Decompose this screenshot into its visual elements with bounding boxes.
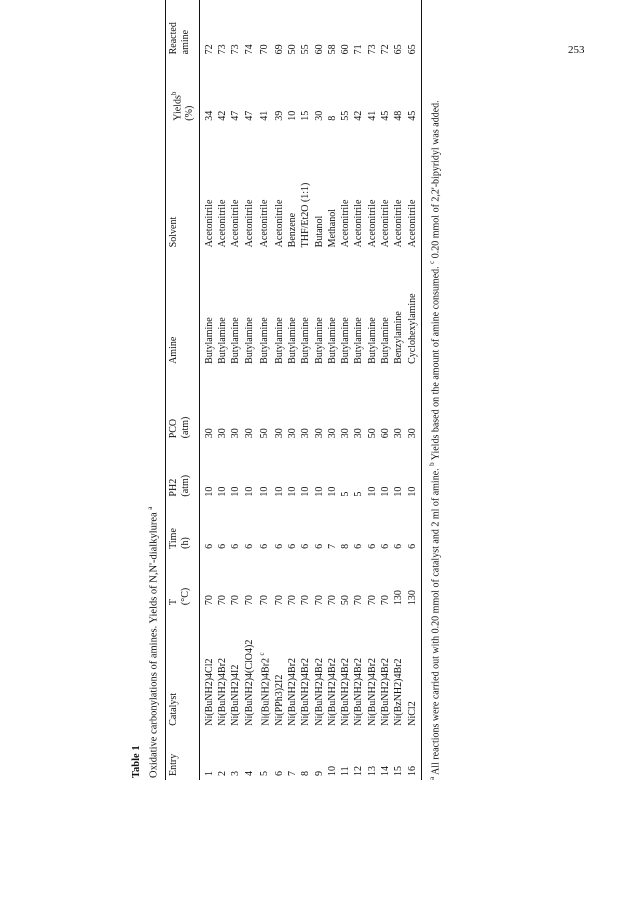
table-row	[392, 0, 405, 780]
amine-cell: Butylamine	[366, 317, 378, 364]
yield-cell: 47	[230, 110, 242, 121]
time-cell: 6	[300, 543, 312, 549]
table-row	[299, 0, 312, 780]
time-cell: 6	[353, 543, 365, 549]
amine-cell: Butylamine	[243, 317, 255, 364]
entry-cell: 2	[217, 771, 229, 776]
temperature-cell: 70	[353, 595, 365, 606]
solvent-cell: Acetonitrile	[353, 199, 365, 248]
amine-cell: Butylamine	[353, 317, 365, 364]
entry-cell: 10	[326, 766, 338, 776]
temperature-cell: 70	[217, 595, 229, 606]
amine-cell: Butylamine	[286, 317, 298, 364]
table-row	[256, 0, 273, 780]
pco-cell: 30	[286, 428, 298, 439]
catalyst-footnote-mark: c	[258, 652, 267, 656]
yield-cell: 45	[380, 110, 392, 121]
solvent-cell: Acetonitrile	[273, 199, 285, 248]
reacted-amine-cell: 50	[286, 44, 298, 55]
entry-cell: 4	[243, 771, 255, 776]
footnote-a-text: All reactions were carried out with 0.20 mmol of catalyst and 2 ml of amine.	[430, 468, 442, 775]
solvent-cell: Benzene	[286, 212, 298, 248]
table-row	[326, 0, 339, 780]
entry-cell: 1	[203, 771, 215, 776]
ph2-cell: 10	[273, 486, 285, 497]
solvent-cell: Acetonitrile	[393, 199, 405, 248]
solvent-cell: Methanol	[326, 209, 338, 248]
reacted-amine-cell: 73	[230, 44, 242, 55]
header-amine: Amine	[167, 336, 179, 364]
temperature-cell: 70	[300, 595, 312, 606]
catalyst-cell: Ni(PPh3)2I2	[273, 674, 285, 726]
pco-cell: 30	[326, 428, 338, 439]
header-catalyst: Catalyst	[167, 692, 179, 726]
ph2-cell: 10	[406, 486, 418, 497]
reacted-amine-cell: 69	[273, 44, 285, 55]
pco-cell: 60	[380, 428, 392, 439]
catalyst-cell: Ni(BuNH2)4Br2	[286, 657, 298, 726]
yield-cell: 55	[340, 110, 352, 121]
table-row	[286, 0, 299, 780]
amine-cell: Butylamine	[230, 317, 242, 364]
entry-cell: 12	[353, 766, 365, 776]
ph2-cell: 10	[313, 486, 325, 497]
amine-cell: Cyclohexylamine	[406, 293, 418, 364]
yield-cell: 41	[366, 110, 378, 121]
table-row	[216, 0, 229, 780]
catalyst-cell: Ni(BuNH2)4Br2	[366, 657, 378, 726]
header-time: Time (h)	[167, 528, 191, 549]
solvent-cell: Acetonitrile	[340, 199, 352, 248]
ph2-cell: 10	[217, 486, 229, 497]
table-row	[243, 0, 256, 780]
amine-cell: Butylamine	[273, 317, 285, 364]
temperature-cell: 70	[230, 595, 242, 606]
table-row	[366, 0, 379, 780]
temperature-cell: 130	[393, 590, 405, 606]
solvent-cell: Acetonitrile	[258, 199, 270, 248]
time-cell: 8	[340, 543, 352, 549]
time-cell: 6	[313, 543, 325, 549]
table-row	[352, 0, 365, 780]
ph2-cell: 10	[203, 486, 215, 497]
header-reacted-amine: Reacted amine	[167, 22, 191, 55]
catalyst-cell: Ni(BuNH2)4Br2	[353, 657, 365, 726]
temperature-cell: 70	[380, 595, 392, 606]
temperature-cell: 130	[406, 590, 418, 606]
catalyst-cell: Ni(BuNH2)4(ClO4)2	[243, 639, 255, 726]
solvent-cell: Acetonitrile	[217, 199, 229, 248]
temperature-cell: 70	[203, 595, 215, 606]
amine-cell: Benzylamine	[393, 311, 405, 364]
catalyst-cell: NiCl2	[406, 701, 418, 726]
reacted-amine-cell: 72	[380, 44, 392, 55]
amine-cell: Butylamine	[326, 317, 338, 364]
yield-cell: 42	[353, 110, 365, 121]
entry-cell: 11	[340, 766, 352, 776]
amine-cell: Butylamine	[380, 317, 392, 364]
header-row	[166, 0, 200, 780]
pco-cell: 50	[366, 428, 378, 439]
table-footnotes	[426, 0, 442, 780]
reacted-amine-cell: 72	[203, 44, 215, 55]
yield-cell: 34	[203, 110, 215, 121]
results-table	[166, 0, 421, 780]
amine-cell: Butylamine	[203, 317, 215, 364]
entry-cell: 5	[258, 771, 270, 776]
temperature-cell: 50	[340, 595, 352, 606]
catalyst-cell: Ni(BuNH2)4I2	[230, 664, 242, 726]
table-caption	[130, 0, 161, 778]
bottom-rule	[421, 0, 422, 780]
reacted-amine-cell: 73	[366, 44, 378, 55]
yield-cell: 48	[393, 110, 405, 121]
amine-cell: Butylamine	[258, 317, 270, 364]
reacted-amine-cell: 60	[313, 44, 325, 55]
yield-cell: 42	[217, 110, 229, 121]
reacted-amine-cell: 71	[353, 44, 365, 55]
temperature-cell: 70	[243, 595, 255, 606]
pco-cell: 30	[273, 428, 285, 439]
reacted-amine-cell: 55	[300, 44, 312, 55]
caption-footnote-mark: a	[146, 506, 154, 510]
ph2-cell: 10	[243, 486, 255, 497]
catalyst-cell: Ni(BzNH2)4Br2	[393, 658, 405, 726]
solvent-cell: THF/Et2O (1:1)	[300, 182, 312, 248]
pco-cell: 30	[393, 428, 405, 439]
reacted-amine-cell: 74	[243, 44, 255, 55]
solvent-cell: Acetonitrile	[366, 199, 378, 248]
header-yields: Yields$^b$ (%)	[169, 91, 195, 121]
header-ph2: PH2 (atm)	[167, 474, 191, 497]
footnote-a-mark: a	[427, 776, 436, 780]
rotated-table-block	[130, 0, 500, 780]
yield-cell: 30	[313, 110, 325, 121]
catalyst-cell: Ni(BuNH2)4Br2	[217, 657, 229, 726]
ph2-cell: 10	[366, 486, 378, 497]
yield-cell: 15	[300, 110, 312, 121]
pco-cell: 50	[258, 428, 270, 439]
pco-cell: 30	[243, 428, 255, 439]
header-pco: PCO (atm)	[167, 416, 191, 439]
table-label: Table 1	[131, 745, 142, 778]
ph2-cell: 10	[258, 486, 270, 497]
solvent-cell: Acetonitrile	[380, 199, 392, 248]
pco-cell: 30	[313, 428, 325, 439]
time-cell: 6	[366, 543, 378, 549]
solvent-cell: Acetonitrile	[230, 199, 242, 248]
ph2-cell: 10	[230, 486, 242, 497]
ph2-cell: 5	[353, 491, 365, 497]
temperature-cell: 70	[286, 595, 298, 606]
footnote-c-mark: c	[427, 260, 436, 264]
yield-cell: 47	[243, 110, 255, 121]
ph2-cell: 10	[286, 486, 298, 497]
ph2-cell: 5	[340, 491, 352, 497]
time-cell: 6	[380, 543, 392, 549]
solvent-cell: Acetonitrile	[406, 199, 418, 248]
table-row	[339, 0, 352, 780]
ph2-cell: 10	[300, 486, 312, 497]
entry-cell: 8	[300, 771, 312, 776]
ph2-cell: 10	[393, 486, 405, 497]
table-row	[229, 0, 242, 780]
temperature-cell: 70	[366, 595, 378, 606]
header-temperature: T (°C)	[167, 587, 191, 606]
time-cell: 7	[326, 543, 338, 549]
temperature-cell: 70	[273, 595, 285, 606]
temperature-cell: 70	[258, 595, 270, 606]
entry-cell: 3	[230, 771, 242, 776]
solvent-cell: Acetonitrile	[243, 199, 255, 248]
yield-cell: 41	[258, 110, 270, 121]
reacted-amine-cell: 58	[326, 44, 338, 55]
yield-cell: 45	[406, 110, 418, 121]
amine-cell: Butylamine	[217, 317, 229, 364]
amine-cell: Butylamine	[313, 317, 325, 364]
footnote-c-text: 0.20 mmol of 2,2'-bipyridyl was added.	[430, 100, 442, 259]
reacted-amine-cell: 70	[258, 44, 270, 55]
catalyst-cell: Ni(BuNH2)4Br2	[313, 657, 325, 726]
entry-cell: 14	[380, 766, 392, 776]
time-cell: 6	[258, 543, 270, 549]
caption-text: Oxidative carbonylations of amines. Yields of N,N'-dialkylurea	[148, 512, 160, 778]
catalyst-cell: Ni(BuNH2)4Br2	[380, 657, 392, 726]
time-cell: 6	[230, 543, 242, 549]
table-row	[313, 0, 326, 780]
time-cell: 6	[243, 543, 255, 549]
time-cell: 6	[393, 543, 405, 549]
yield-cell: 8	[326, 115, 338, 121]
solvent-cell: Acetonitrile	[203, 199, 215, 248]
pco-cell: 30	[300, 428, 312, 439]
header-solvent: Solvent	[167, 216, 179, 248]
footnote-b-mark: b	[427, 462, 436, 466]
temperature-cell: 70	[313, 595, 325, 606]
table-row	[273, 0, 286, 780]
solvent-cell: Butanol	[313, 215, 325, 248]
entry-cell: 7	[286, 771, 298, 776]
ph2-cell: 10	[326, 486, 338, 497]
pco-cell: 30	[217, 428, 229, 439]
yield-cell: 39	[273, 110, 285, 121]
page-number: 253	[568, 44, 585, 56]
time-cell: 6	[203, 543, 215, 549]
catalyst-cell: Ni(BuNH2)4Cl2	[203, 658, 215, 726]
reacted-amine-cell: 65	[406, 44, 418, 55]
catalyst-cell: Ni(BuNH2)4Br2 $^c$	[258, 652, 272, 726]
catalyst-cell: Ni(BuNH2)4Br2	[300, 657, 312, 726]
amine-cell: Butylamine	[340, 317, 352, 364]
pco-cell: 30	[230, 428, 242, 439]
table-row	[199, 0, 216, 780]
temperature-cell: 70	[326, 595, 338, 606]
pco-cell: 30	[203, 428, 215, 439]
reacted-amine-cell: 73	[217, 44, 229, 55]
header-entry: Entry	[167, 753, 179, 776]
reacted-amine-cell: 60	[340, 44, 352, 55]
catalyst-cell: Ni(BuNH2)4Br2	[326, 657, 338, 726]
entry-cell: 16	[406, 766, 418, 776]
entry-cell: 15	[393, 766, 405, 776]
pco-cell: 30	[340, 428, 352, 439]
amine-cell: Butylamine	[300, 317, 312, 364]
table-row	[379, 0, 392, 780]
entry-cell: 13	[366, 766, 378, 776]
table-row	[406, 0, 421, 780]
table-body	[199, 0, 421, 780]
entry-cell: 6	[273, 771, 285, 776]
reacted-amine-cell: 65	[393, 44, 405, 55]
time-cell: 6	[406, 543, 418, 549]
ph2-cell: 10	[380, 486, 392, 497]
entry-cell: 9	[313, 771, 325, 776]
footnote-b-text: Yields based on the amount of amine consumed.	[430, 266, 442, 461]
pco-cell: 30	[406, 428, 418, 439]
pco-cell: 30	[353, 428, 365, 439]
yield-cell: 10	[286, 110, 298, 121]
catalyst-cell: Ni(BuNH2)4Br2	[340, 657, 352, 726]
time-cell: 6	[286, 543, 298, 549]
time-cell: 6	[273, 543, 285, 549]
time-cell: 6	[217, 543, 229, 549]
